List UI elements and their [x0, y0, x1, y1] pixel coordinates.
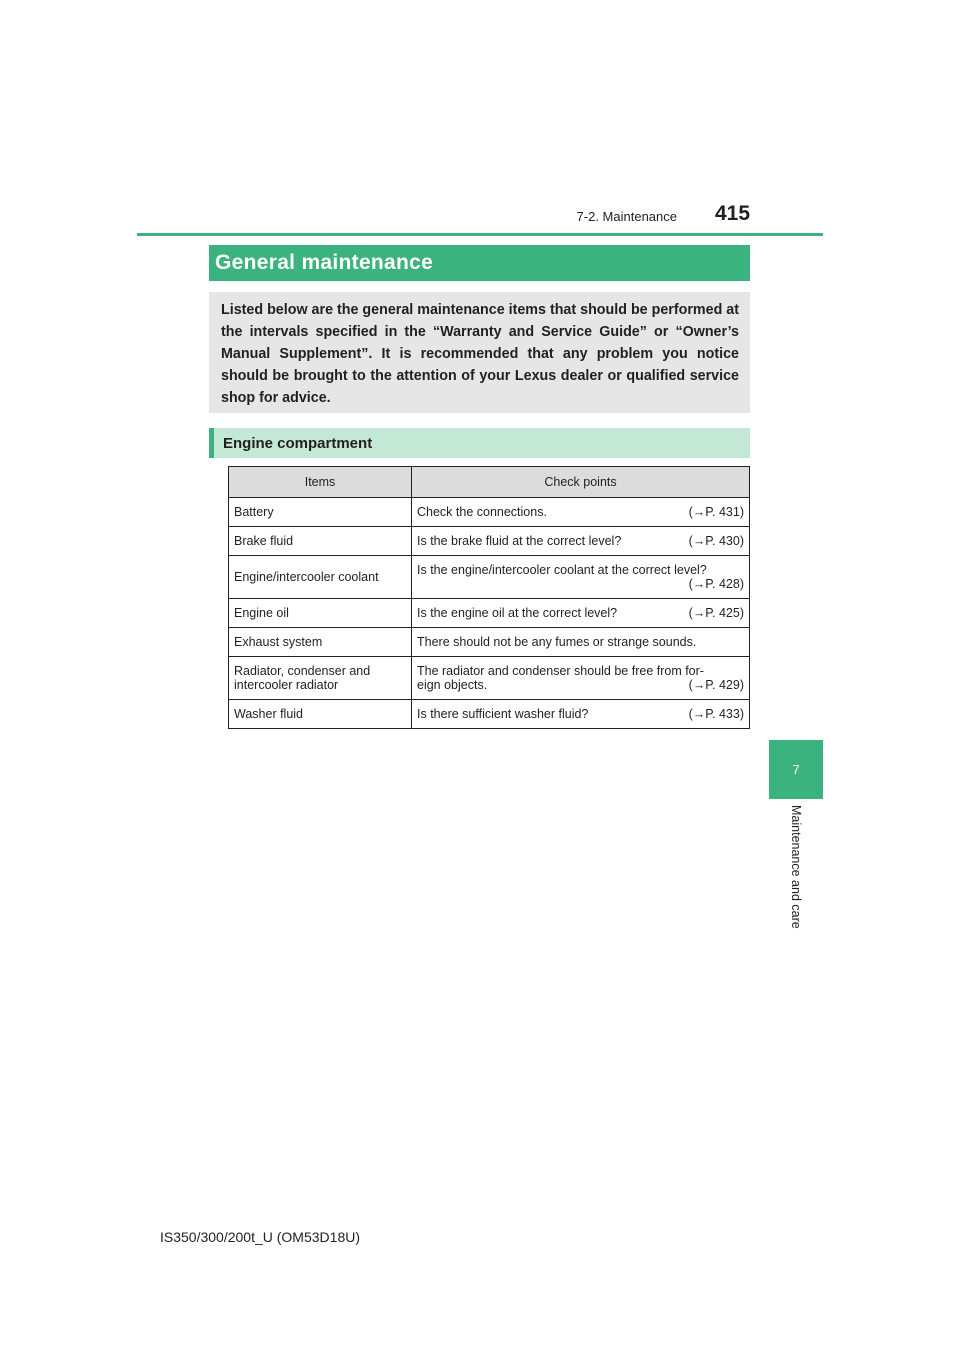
table-row: [229, 527, 750, 556]
check-text: Is there sufficient washer fluid?: [417, 707, 589, 721]
item-cell: Exhaust system: [229, 628, 412, 657]
header-divider: [137, 233, 823, 236]
section-header: 7-2. Maintenance: [576, 209, 677, 224]
item-text-line: Radiator, condenser and: [234, 664, 371, 678]
table-header-row: [229, 467, 750, 498]
table-row: [229, 628, 750, 657]
check-text: Is the engine oil at the correct level?: [417, 606, 618, 620]
page-reference: (→P. 428): [688, 577, 744, 591]
check-cell: [412, 498, 750, 527]
check-cell: [412, 556, 750, 599]
check-text: Is the engine/intercooler coolant at the correct level?: [417, 563, 707, 577]
table-row: [229, 599, 750, 628]
check-text-line: eign objects.: [417, 678, 488, 692]
page-reference: (→P. 430): [688, 534, 744, 548]
item-cell: Engine oil: [229, 599, 412, 628]
check-cell: [412, 700, 750, 729]
check-text: Check the connections.: [417, 505, 547, 519]
item-cell: Washer fluid: [229, 700, 412, 729]
check-text-line: The radiator and condenser should be free from for-: [417, 664, 704, 678]
chapter-number: 7: [792, 762, 800, 777]
maintenance-table: [228, 466, 750, 729]
table-row: [229, 498, 750, 527]
page-reference: (→P. 433): [688, 707, 744, 721]
check-cell: [412, 527, 750, 556]
page-title: General maintenance: [215, 251, 434, 274]
page-reference: (→P. 425): [688, 606, 744, 620]
title-bar: [209, 245, 750, 281]
table-row: [229, 700, 750, 729]
item-cell: Brake fluid: [229, 527, 412, 556]
subsection-bar: [209, 428, 750, 458]
item-cell: [229, 657, 412, 700]
chapter-tab: [769, 740, 823, 799]
page-reference: (→P. 431): [688, 505, 744, 519]
table-row: [229, 556, 750, 599]
check-cell: [412, 599, 750, 628]
item-text-line: intercooler radiator: [234, 678, 339, 692]
check-cell: [412, 657, 750, 700]
item-cell: Battery: [229, 498, 412, 527]
column-header-check-points: Check points: [412, 467, 750, 498]
footer-model-code: IS350/300/200t_U (OM53D18U): [160, 1229, 360, 1245]
check-text: There should not be any fumes or strange sounds.: [417, 635, 697, 649]
chapter-label: Maintenance and care: [789, 805, 803, 929]
subsection-title: Engine compartment: [223, 434, 373, 452]
item-cell: Engine/intercooler coolant: [229, 556, 412, 599]
column-header-items: Items: [229, 467, 412, 498]
subsection-accent: [209, 428, 214, 458]
check-text: Is the brake fluid at the correct level?: [417, 534, 622, 548]
intro-paragraph: Listed below are the general maintenance items that should be performed at the intervals specified in the “Warranty and Service Guide” or “Owner’s Manual Supplement”. It is recommended that any problem you notice should be brought to the attention of your Lexus dealer or qualified service shop for advice.: [209, 292, 750, 413]
check-cell: [412, 628, 750, 657]
page-reference: (→P. 429): [688, 678, 744, 692]
page-number: 415: [715, 202, 751, 225]
table-row: [229, 657, 750, 700]
